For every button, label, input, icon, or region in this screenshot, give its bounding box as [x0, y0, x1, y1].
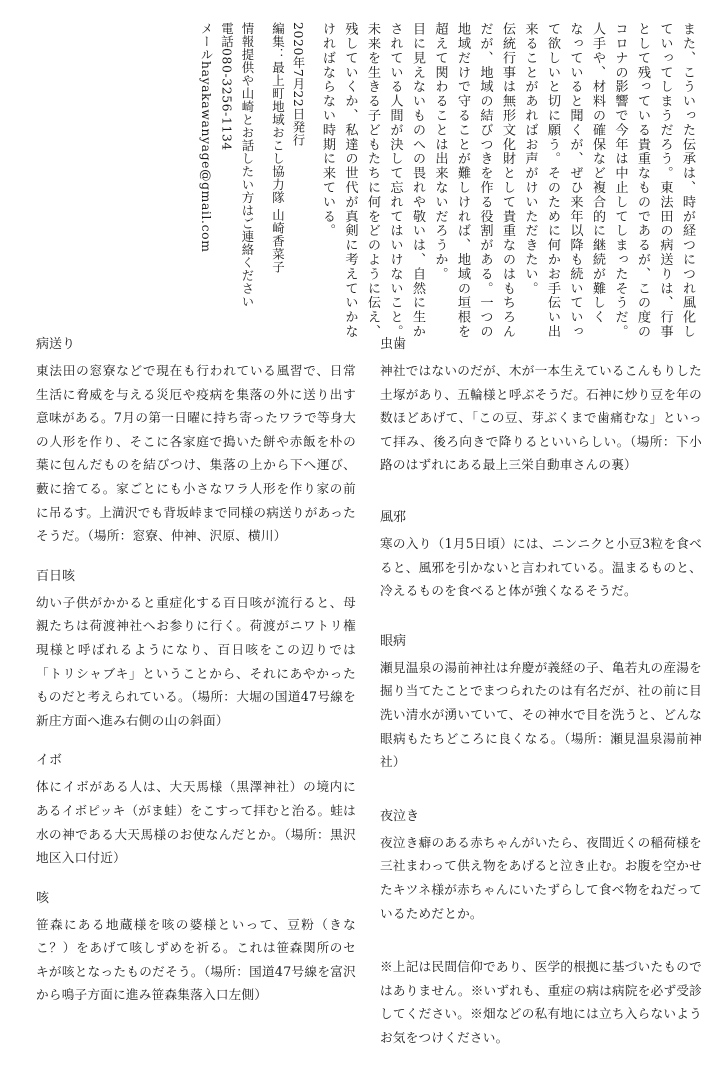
section-body: 寒の入り（1月5日頃）には、ニンニクと小豆3粒を食べると、風邪を引かないと言われている。温まるものと、冷えるものを食べると体が強くなるそうだ。	[380, 535, 702, 599]
section-title: 咳	[36, 890, 50, 906]
intro-line: て欲しいと切に願う。そのために何かお手伝い出	[545, 22, 560, 339]
intro-vertical-text	[316, 22, 699, 339]
editor-credit: 編集：最上町地域おこし協力隊 山崎香菜子	[270, 22, 286, 274]
intro-line: 人手や、材料の確保など複合的に継続が難しく	[590, 22, 605, 325]
intro-line: 目に見えないものへの畏れや敬いは、自然に生か	[410, 22, 425, 339]
left-column	[36, 336, 356, 1027]
section-mushiba	[380, 336, 702, 477]
section-title: 夜泣き	[380, 808, 420, 824]
section-title: イボ	[36, 753, 63, 769]
right-column	[380, 336, 702, 1067]
section-body: 東法田の窓寮などで現在も行われている風習で、日常生活に脅威を与える災厄や疫病を集落の外に送り出す意味がある。7月の第一日曜に持ち寄ったワラで等身大の人形を作り、そこに各家庭で搗いた餅や赤飯を朴の葉に包んだものを結びつけ、集落の上から下へ運び、藪に捨てる。家ごとにも小さなワラ人形を作り家の前に吊るす。上満沢でも背坂峠まで同様の病送りがあったそうだ。（場所：窓寮、仲神、沢原、横川）	[36, 363, 356, 544]
intro-line: 超えて関わることは出来ないだろうか。	[432, 22, 448, 282]
intro-line: なっていると聞くが、ぜひ来年以降も続いていっ	[567, 22, 583, 339]
section-body: 体にイボがある人は、大天馬様（黒澤神社）の境内にあるイボピッキ（がま蛙）をこすって拝むと治る。蛙は水の神である大天馬様のお使なんだとか。（場所：黒沢地区入口付近）	[36, 779, 356, 866]
section-title: 風邪	[380, 509, 407, 525]
intro-line: ければならない時期に来ている。	[320, 22, 335, 238]
section-body: 幼い子供がかかると重症化する百日咳が流行ると、母親たちは荷渡神社へお参りに行く。荷渡がニワトリ権現様と呼ばれるようになり、百日咳をこの辺りでは「トリシャブキ」ということから、それにあやかったものだと考えられている。（場所：大堀の国道47号線を新庄方面へ進み右側の山の斜面）	[36, 594, 356, 728]
intro-line: 地域だけで守ることが難しければ、地域の垣根を	[455, 22, 470, 339]
section-body: 笹森にある地蔵様を咳の婆様といって、豆粉（きなこ？）をあげて咳しずめを祈る。これは笹森関所のセキが咳となったものだそう。（場所：国道47号線を富沢から鳴子方面に進み笹森集落入口左側）	[36, 916, 356, 1003]
intro-line: また、こういった伝承は、時が経つにつれ風化し	[680, 22, 695, 339]
section-body: 夜泣き癖のある赤ちゃんがいたら、夜間近くの稲荷様を三社まわって供え物をあげると泣き止む。お腹を空かせたキツネ様が赤ちゃんにいたずらして食べ物をねだっているためだとか。	[380, 834, 702, 921]
intro-line: 伝統行事は無形文化財として貴重なのはもちろん	[500, 22, 515, 339]
section-body: 瀬見温泉の湯前神社は弁慶が義経の子、亀若丸の産湯を掘り当てたことでまつられたのは有名だが、社の前に目洗い清水が湧いていて、その神水で目を洗うと、どんな眼病もたちどころに良くなる。（場所：瀬見温泉湯前神社）	[380, 659, 702, 770]
section-kaze	[380, 509, 702, 603]
section-hyakunichizeki	[36, 568, 356, 733]
section-seki	[36, 890, 356, 1007]
disclaimer-text: ※上記は民間信仰であり、医学的根拠に基づいたものではありません。※いずれも、重症の病は病院を必ず受診してください。※畑などの私有地には立ち入らないようお気をつけください。	[380, 959, 702, 1045]
disclaimer-note	[380, 955, 702, 1049]
phone-number: 電話080-3256-1134	[219, 22, 235, 151]
issue-date: 2020年7月22日発行	[291, 22, 306, 147]
intro-line: だが、地域の結びつきを作る役割がある。一つの	[477, 22, 493, 339]
colophon	[196, 22, 309, 322]
section-ibo	[36, 752, 356, 869]
intro-line: ていってしまうだろう。東法田の病送りは、行事	[657, 22, 673, 339]
section-title: 虫歯	[380, 337, 407, 352]
intro-line: されている人間が決して忘れてはいけないこと。	[387, 22, 403, 339]
section-ganbyo	[380, 633, 702, 774]
section-title: 眼病	[380, 633, 407, 649]
section-title: 百日咳	[36, 568, 76, 584]
section-yamaokuri	[36, 336, 356, 548]
intro-line: 残していくか、私達の世代が真剣に考えていかな	[342, 22, 358, 339]
section-yonaki	[380, 808, 702, 925]
intro-line: コロナの影響で今年は中止してしまったそうだ。	[612, 22, 628, 339]
section-title: 病送り	[36, 337, 76, 352]
section-body: 神社ではないのだが、木が一本生えているこんもりした土塚があり、五輪様と呼ぶそうだ。石神に炒り豆を年の数ほどあげて、「この豆、芽ぶくまで歯痛むな」といって拝み、後ろ向きで降りるといいらしい。（場所：下小路のはずれにある最上三栄自動車さんの裏）	[380, 363, 702, 473]
contact-note: 情報提供や山崎とお話したい方はご連絡ください	[240, 22, 255, 308]
email-address: メールhayakawanyage@gmail.com	[199, 22, 214, 253]
intro-line: 来ることがあればお声がけいただきたい。	[522, 22, 538, 296]
intro-line: として残っている貴重なものであるが、この度の	[635, 22, 650, 339]
intro-line: 未来を生きる子どもたちに何をどのように伝え、	[365, 22, 380, 339]
